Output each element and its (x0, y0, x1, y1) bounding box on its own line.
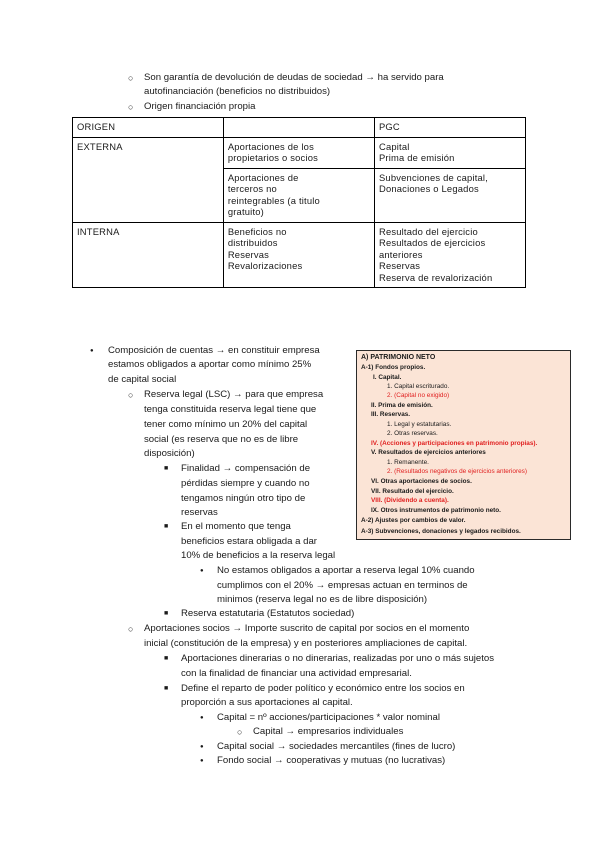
text-line: Capital social → sociedades mercantiles (fines de lucro) (217, 741, 456, 752)
square-bullet-icon: ■ (164, 685, 169, 692)
text-line: Reserva legal (LSC) → para que empresa (144, 389, 324, 400)
table-header-cell (223, 118, 374, 138)
text-line: Capital = nº acciones/participaciones * valor nominal (217, 712, 440, 723)
text-line: con la finalidad de financiar una actividad empresarial. (181, 668, 412, 679)
cell-line: Reserva de revalorización (378, 271, 493, 283)
pn-line: 1. Legal y estatutarias. (387, 421, 452, 428)
filled-bullet-icon: ● (200, 744, 204, 750)
text-line: reservas (181, 507, 218, 518)
pn-line: IX. Otros instrumentos de patrimonio neto. (371, 507, 501, 514)
text-line: pérdidas siempre y cuando no (181, 478, 310, 489)
cell-line: terceros no (227, 183, 277, 194)
pn-line: 1. Remanente. (387, 459, 429, 466)
filled-bullet-icon: ● (200, 568, 204, 574)
pn-title: A) PATRIMONIO NETO (361, 354, 436, 361)
text-line: inicial (constitución de la empresa) y en posteriores ampliaciones de capital. (144, 638, 468, 649)
text-line: Reserva estatutaria (Estatutos sociedad) (181, 608, 355, 619)
pn-line: A-3) Subvenciones, donaciones y legados recibidos. (361, 528, 521, 535)
text-line: tener como mínimo un 20% del capital (144, 419, 308, 430)
cell-line: Aportaciones de los (227, 140, 314, 152)
origin-financing-table (72, 117, 526, 288)
cell-line: Resultados de ejercicios (378, 237, 486, 248)
pn-line: I. Capital. (373, 374, 402, 381)
text-line: social (es reserva que no es de libre (144, 434, 299, 445)
hollow-bullet-icon: ○ (128, 73, 134, 83)
square-bullet-icon: ■ (164, 655, 169, 662)
text-line: cumplimos con el 20% → empresas actuan en terminos de (217, 580, 468, 591)
table-cell-interna: INTERNA (73, 222, 224, 288)
text-line: tengamos ningún otro tipo de (181, 493, 306, 504)
text-line: Origen financiación propia (144, 101, 256, 112)
cell-line: Reservas (227, 248, 270, 260)
square-bullet-icon: ■ (164, 610, 169, 617)
pn-line: 2. Otras reservas. (387, 430, 438, 437)
filled-bullet-icon: ● (200, 758, 204, 764)
table-cell (374, 137, 525, 168)
text-line: estamos obligados a aportar como mínimo 25% (108, 359, 312, 370)
pn-line: 1. Capital escriturado. (387, 383, 450, 390)
text-line: disposición) (144, 448, 195, 459)
pn-line: V. Resultados de ejercicios anteriores (371, 449, 486, 456)
text-line: autofinanciación (beneficios no distribuidos) (144, 86, 331, 97)
text-line: Son garantía de devolución de deudas de sociedad → ha servido para (144, 72, 444, 83)
text-line: En el momento que tenga (181, 521, 291, 532)
pn-line: 2. (Resultados negativos de ejercicios anteriores) (387, 468, 527, 475)
pn-line: 2. (Capital no exigido) (387, 392, 450, 399)
cell-line: anteriores (378, 248, 423, 260)
text-line: Define el reparto de poder político y económico entre los socios en (181, 683, 465, 694)
hollow-bullet-icon: ○ (128, 624, 134, 634)
square-bullet-icon: ■ (164, 465, 169, 472)
text-line: tenga constituida reserva legal tiene que (144, 404, 317, 415)
pn-line: A-1) Fondos propios. (361, 364, 426, 371)
hollow-bullet-icon: ○ (128, 102, 134, 112)
table-cell (374, 222, 525, 288)
cell-line: Aportaciones de (227, 171, 299, 183)
pn-line: VI. Otras aportaciones de socios. (371, 478, 472, 485)
pn-line: A-2) Ajustes por cambios de valor. (361, 517, 466, 524)
table-row (73, 137, 526, 168)
table-header-cell: ORIGEN (73, 118, 224, 138)
text-line: de capital social (108, 374, 177, 385)
text-line: Fondo social → cooperativas y mutuas (no lucrativas) (217, 755, 446, 766)
cell-line: Beneficios no (227, 225, 287, 237)
text-line: Aportaciones dinerarias o no dinerarias, realizadas por uno o más sujetos (181, 653, 495, 664)
cell-line: gratuito) (227, 206, 265, 217)
cell-line: Donaciones o Legados (378, 183, 479, 194)
pn-line: VIII. (Dividendo a cuenta). (371, 497, 449, 504)
text-line: proporción a sus aportaciones al capital. (181, 697, 353, 708)
text-line: Composición de cuentas → en constituir empresa (108, 345, 320, 356)
square-bullet-icon: ■ (164, 523, 169, 530)
text-line: 10% de beneficios a la reserva legal (181, 550, 336, 561)
table-cell (223, 222, 374, 288)
text-line: Finalidad → compensación de (181, 463, 311, 474)
table-header-row (73, 118, 526, 138)
pn-line: IV. (Acciones y participaciones en patrimonio propias). (371, 440, 538, 447)
hollow-bullet-icon: ○ (237, 727, 243, 737)
cell-line: Capital (378, 140, 410, 152)
text-line: minimos (reserva legal no es de libre disposición) (217, 594, 428, 605)
cell-line: Resultado del ejercicio (378, 225, 478, 237)
cell-line: reintegrables (a titulo (227, 194, 320, 206)
hollow-bullet-icon: ○ (128, 390, 134, 400)
patrimonio-neto-figure (356, 350, 571, 540)
cell-line: distribuidos (227, 237, 278, 248)
text-line: Capital → empresarios individuales (253, 726, 404, 737)
cell-line: Prima de emisión (378, 152, 455, 163)
text-line: beneficios estara obligada a dar (181, 536, 318, 547)
filled-bullet-icon: ● (90, 348, 94, 354)
cell-line: Subvenciones de capital, (378, 171, 489, 183)
table-header-cell: PGC (374, 118, 525, 138)
table-cell-externa: EXTERNA (73, 137, 224, 222)
pn-line: VII. Resultado del ejercicio. (371, 488, 454, 495)
cell-line: Revalorizaciones (227, 260, 303, 271)
table-cell (223, 137, 374, 168)
filled-bullet-icon: ● (200, 715, 204, 721)
pn-line: II. Prima de emisión. (371, 402, 433, 409)
cell-line: Reservas (378, 260, 421, 271)
table-row (73, 222, 526, 288)
text-line: No estamos obligados a aportar a reserva legal 10% cuando (217, 565, 475, 576)
pn-line: III. Reservas. (371, 411, 411, 418)
text-line: Aportaciones socios → Importe suscrito de capital por socios en el momento (144, 623, 470, 634)
table-cell (223, 168, 374, 222)
cell-line: propietarios o socios (227, 152, 318, 163)
table-cell (374, 168, 525, 222)
